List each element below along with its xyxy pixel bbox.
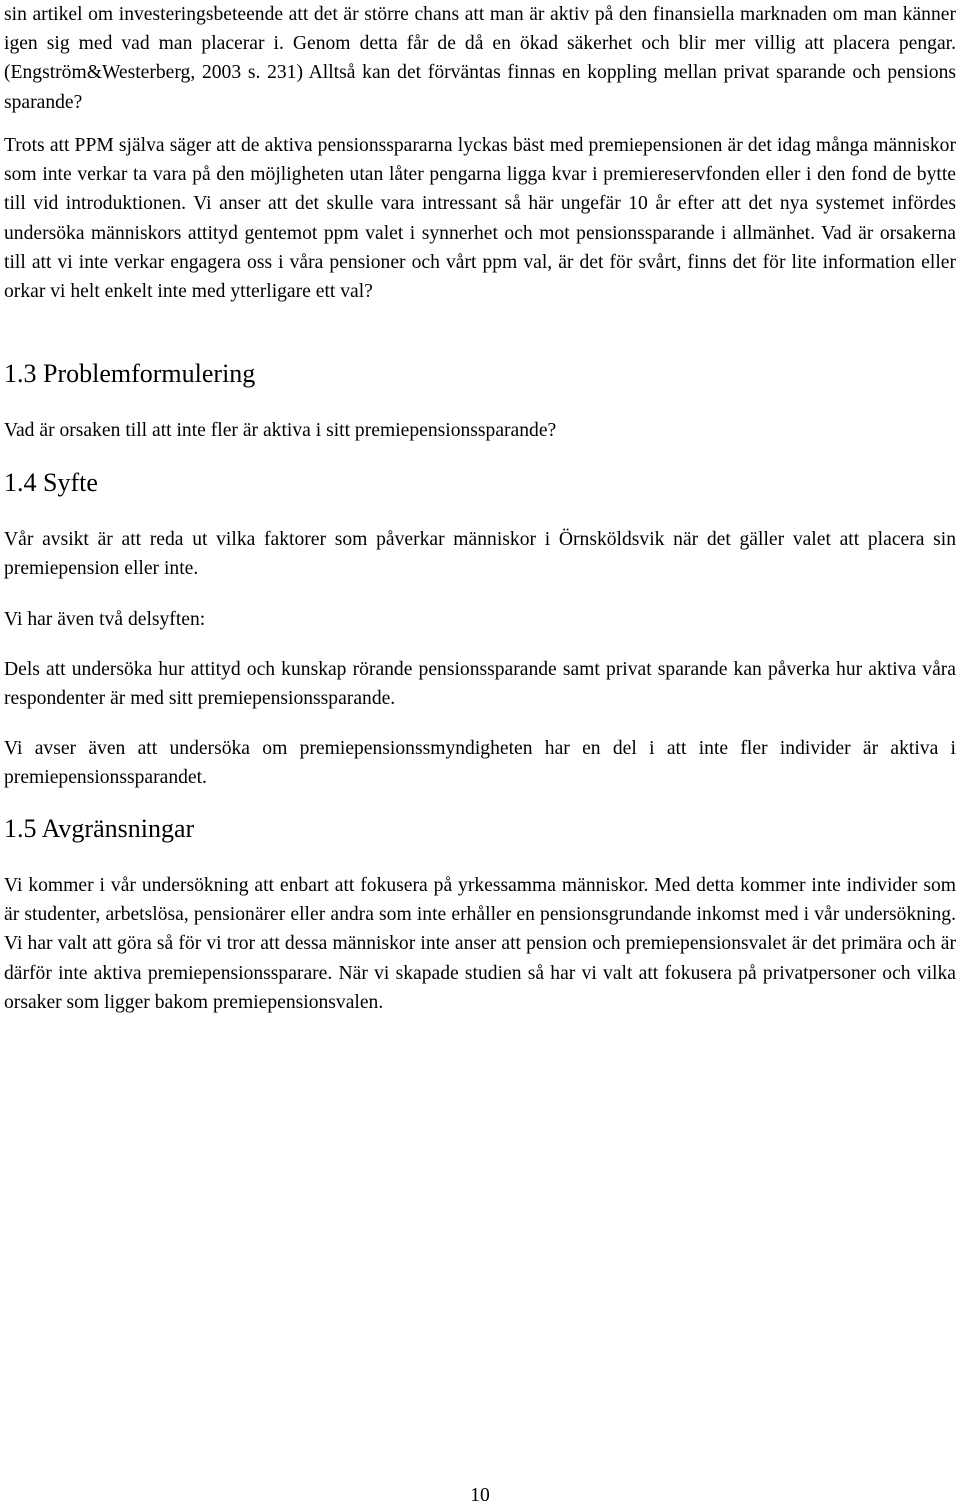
heading-syfte: 1.4 Syfte xyxy=(4,468,98,497)
paragraph-avgransningar: Vi kommer i vår undersökning att enbart att fokusera på yrkessamma människor. Med detta kommer inte individer som är studenter, arbetslösa, pensionärer eller andra som inte erhåller en pensionsgrundande inkomst med i vår undersökning. Vi har valt att göra så för vi tror att dessa människor inte anser att pension och premiepensionsvalet är det primära och är därför inte aktiva premiepensionssparare. När vi skapade studien så har vi valt att fokusera på privatpersoner och vilka orsaker som ligger bakom premiepensionsvalen. xyxy=(4,875,956,1013)
paragraph-syfte: Vår avsikt är att reda ut vilka faktorer som påverkar människor i Örnsköldsvik när det gäller valet att placera sin premiepension eller inte. xyxy=(4,529,956,580)
heading-avgransningar: 1.5 Avgränsningar xyxy=(4,814,195,843)
page-number: 10 xyxy=(470,1485,490,1506)
paragraph-intro: sin artikel om investeringsbeteende att det är större chans att man är aktiv på den finansiella marknaden om man känner igen sig med vad man placerar i. Genom detta får de då en ökad säkerhet och blir mer villig att placera pengar. (Engström&Westerberg, 2003 s. 231) Alltså kan det förväntas finnas en koppling mellan privat sparande och pensions sparande? xyxy=(4,4,956,113)
heading-problemformulering: 1.3 Problemformulering xyxy=(4,359,256,388)
paragraph-delsyften-intro: Vi har även två delsyften: xyxy=(4,609,206,630)
paragraph-background: Trots att PPM själva säger att de aktiva pensionsspararna lyckas bäst med premiepensionen är det idag många människor som inte verkar ta vara på den möjligheten utan låter pengarna ligga kvar i premiereservfonden eller i den fond de bytte till vid introduktionen. Vi anser att det skulle vara intressant så här ungefär 10 år efter att det nya systemet infördes undersöka människors attityd gentemot ppm valet i synnerhet och mot pensionssparande i allmänhet. Vad är orsakerna till att vi inte verkar engagera oss i våra pensioner och vårt ppm val, är det för svårt, finns det för lite information eller orkar vi helt enkelt inte med ytterligare ett val? xyxy=(4,135,956,303)
paragraph-delsyfte-2: Vi avser även att undersöka om premiepensionssmyndigheten har en del i att inte fler individer är aktiva i premiepensionssparandet. xyxy=(4,738,956,789)
paragraph-delsyfte-1: Dels att undersöka hur attityd och kunskap rörande pensionssparande samt privat sparande kan påverka hur aktiva våra respondenter är med sitt premiepensionssparande. xyxy=(4,659,956,710)
paragraph-problem: Vad är orsaken till att inte fler är aktiva i sitt premiepensionssparande? xyxy=(4,420,557,441)
